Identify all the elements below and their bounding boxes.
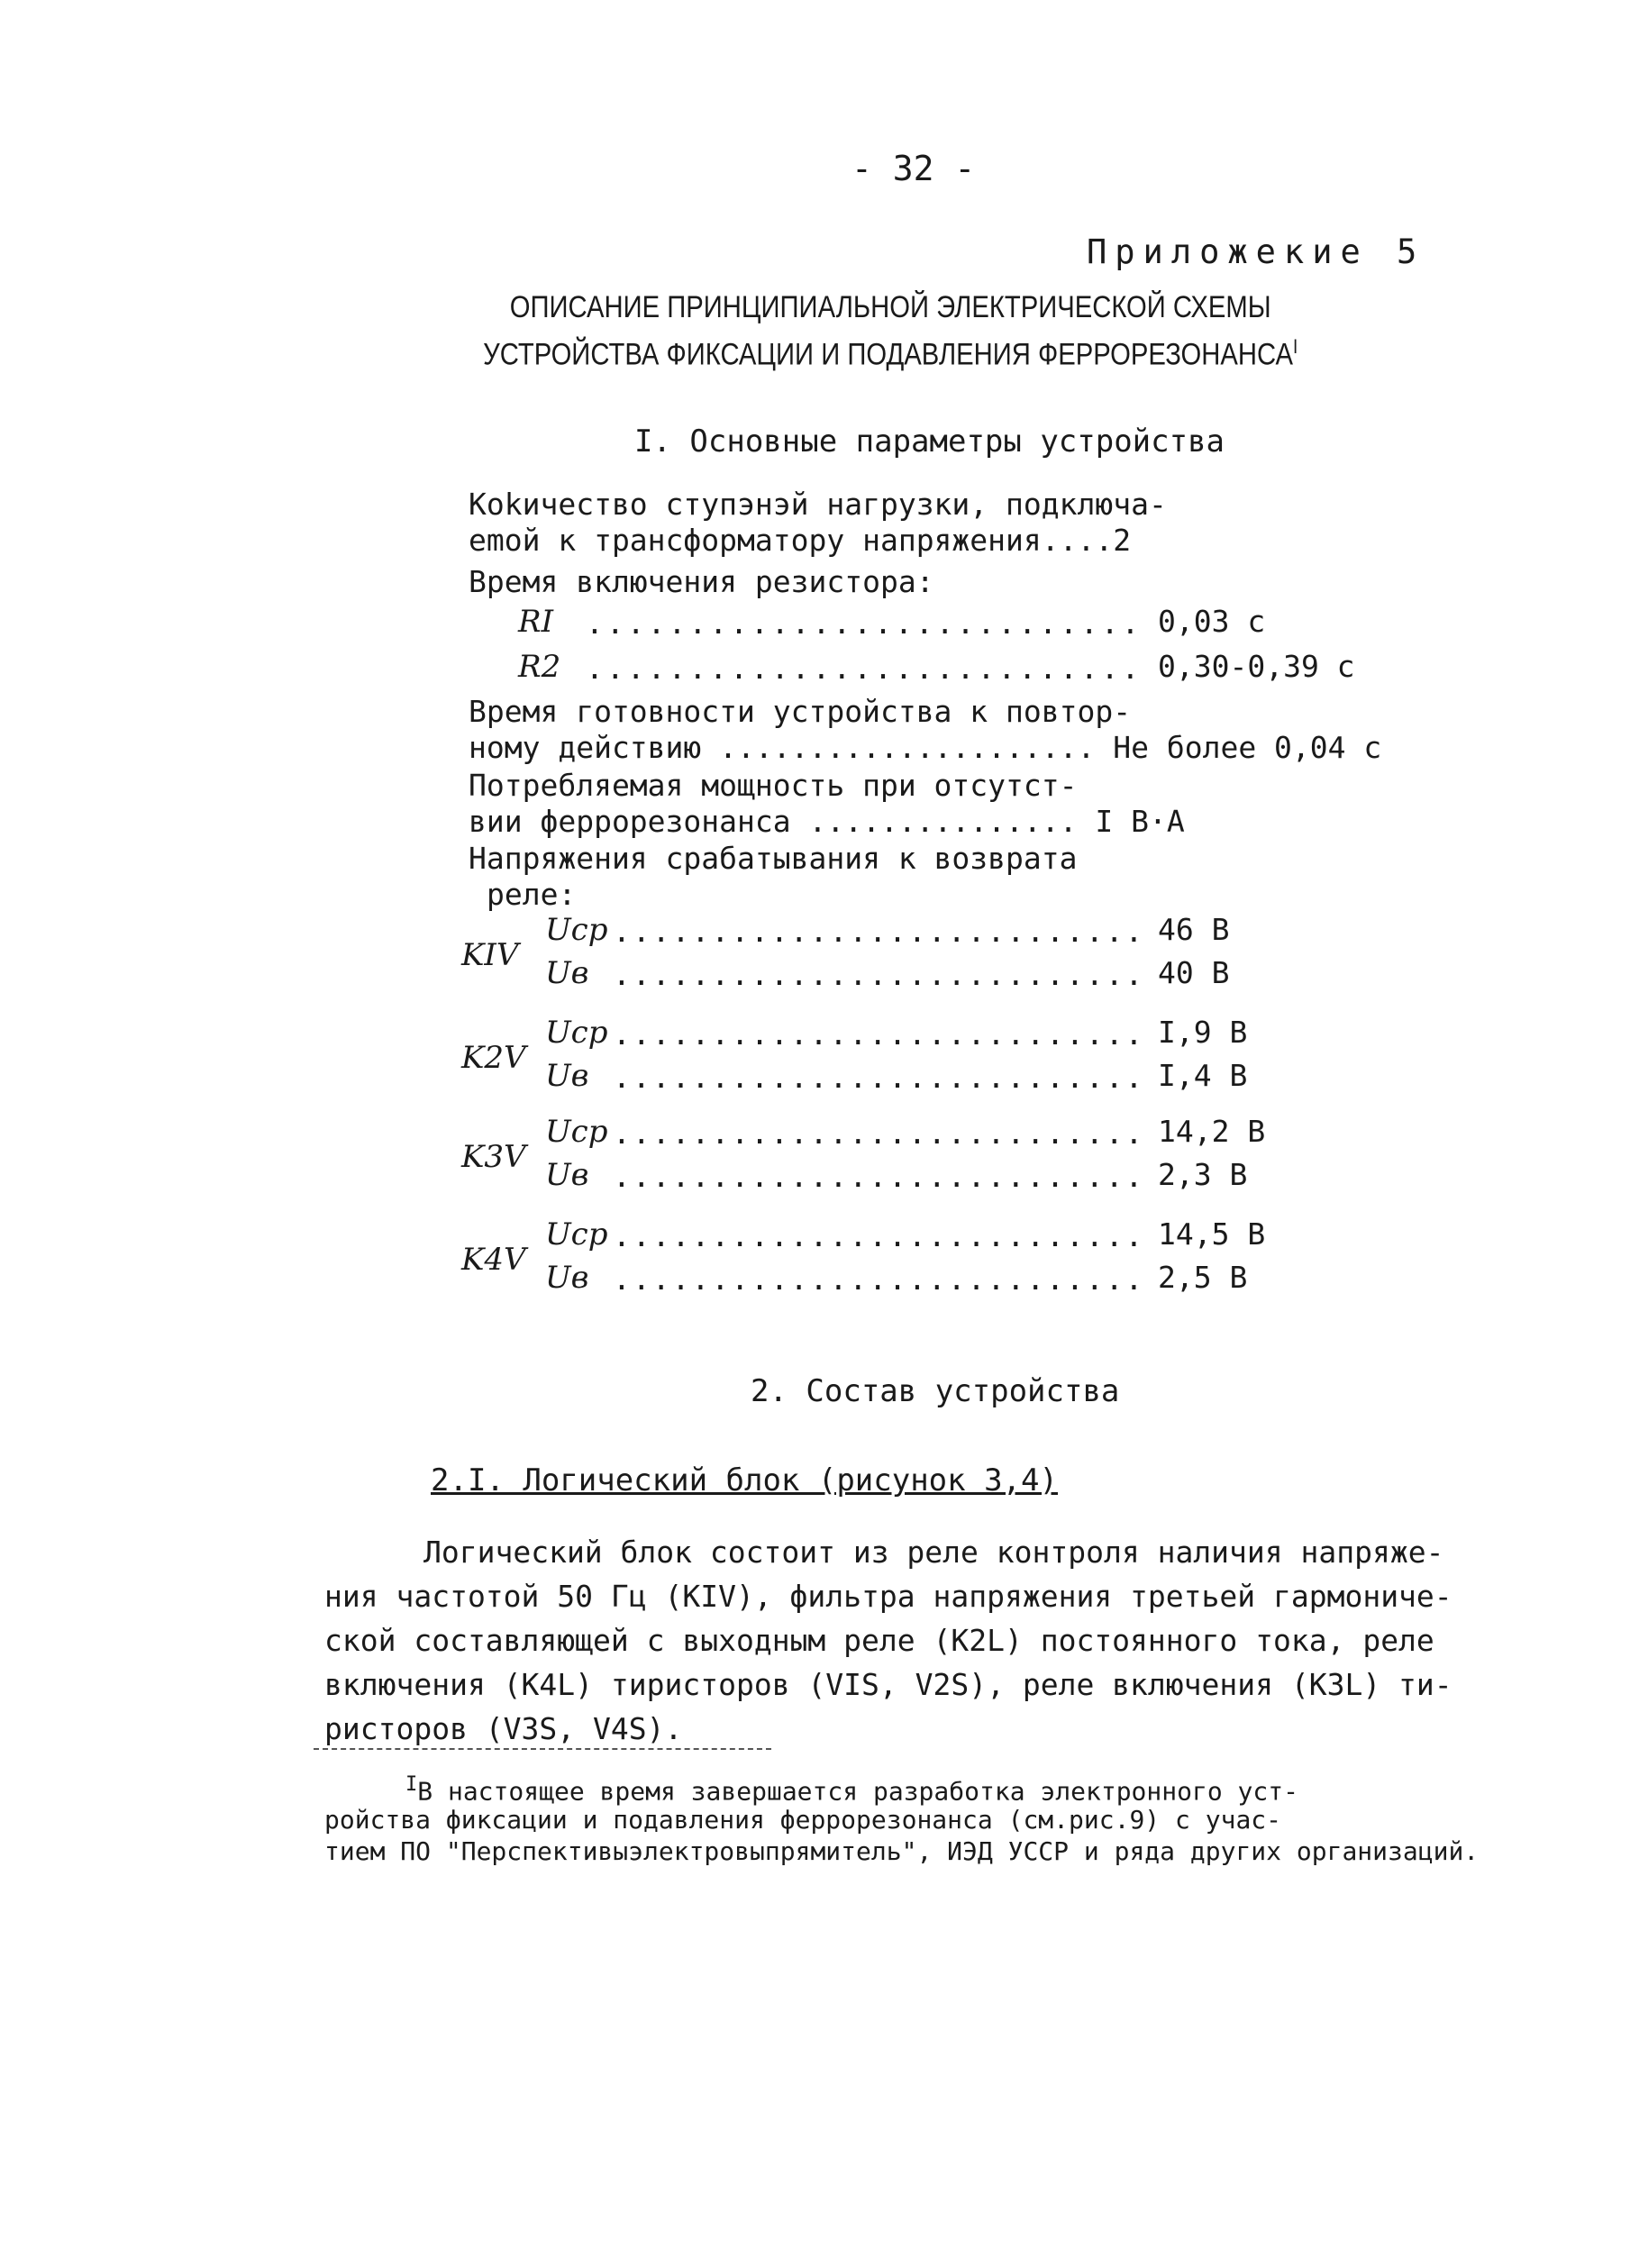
leader-dots: ........................... — [613, 1218, 1145, 1253]
document-title-line-2 — [120, 335, 1591, 372]
param-text-line — [469, 523, 1167, 559]
leader-dots: ........................... — [613, 957, 1145, 992]
relay-value: I,4 В — [1158, 1058, 1248, 1093]
paragraph-line: включения (K4L) тиристоров (VIS, V2S), реле включения (K3L) ти- — [324, 1667, 1452, 1702]
appendix-label: Приложекие 5 — [1087, 232, 1425, 271]
relay-quantity: Ucр — [545, 912, 608, 948]
leader-dots: ........................... — [613, 914, 1145, 949]
relay-group-label: K3V — [461, 1139, 526, 1175]
section-1-heading: I. Основные параметры устройства — [634, 424, 1225, 460]
subsection-2-1-heading: 2.I. Логический блок (рисунок 3,4) — [431, 1462, 1058, 1498]
param-resistor-time: Время включения резистора: — [469, 564, 934, 599]
param-text-line — [469, 804, 1185, 840]
resistor-value: 0,03 с — [1158, 604, 1266, 639]
paragraph-line: ристоров (V3S, V4S). — [324, 1711, 683, 1746]
relay-quantity: Uв — [545, 955, 589, 991]
footnote-divider — [314, 1748, 771, 1750]
param-load-stages — [469, 487, 1167, 558]
footnote-line: тием ПО "Перспективыэлектровыпрямитель", ИЭД УССР и ряда других организаций. — [324, 1836, 1480, 1866]
leader-dots: ........................... — [613, 1262, 1145, 1297]
relay-quantity: Uв — [545, 1058, 589, 1094]
param-value: I В·А — [1095, 803, 1185, 839]
relay-quantity: Uв — [545, 1260, 589, 1296]
relay-value: 46 В — [1158, 912, 1230, 947]
param-text-line: реле: — [487, 876, 577, 912]
title-line-1-text: ОПИСАНИЕ ПРИНЦИПИАЛЬНОЙ ЭЛЕКТРИЧЕСКОЙ СХЕМЫ — [509, 290, 1271, 324]
param-value: 2 — [1113, 522, 1132, 558]
relay-quantity: Ucр — [545, 1216, 608, 1252]
relay-quantity: Ucр — [545, 1015, 608, 1051]
relay-quantity: Uв — [545, 1157, 589, 1193]
resistor-row — [518, 604, 553, 640]
param-power — [469, 768, 1185, 839]
relay-group-label: K4V — [461, 1242, 526, 1278]
resistor-name: R2 — [518, 649, 561, 685]
title-line-2-text: УСТРОЙСТВА ФИКСАЦИИ И ПОДАВЛЕНИЯ ФЕРРОРЕЗОНАНСА — [483, 337, 1293, 372]
param-relay-voltages — [469, 841, 1078, 912]
param-text: emoй к трансформатору напряжения.... — [469, 522, 1114, 558]
document-title-line-1 — [120, 290, 1591, 325]
leader-dots: ........................... — [586, 606, 1143, 641]
relay-value: 14,2 В — [1158, 1114, 1266, 1149]
param-text: вии феррорезонанса ............... — [469, 803, 1078, 839]
resistor-value: 0,30-0,39 с — [1158, 649, 1355, 684]
relay-group-label: KIV — [461, 937, 519, 973]
param-text-line: Время готовности устройства к повтор- — [469, 694, 1132, 729]
resistor-row — [518, 649, 560, 685]
param-text: ному действию ..................... — [469, 729, 1096, 765]
leader-dots: ........................... — [613, 1116, 1145, 1151]
page-number: - 32 - — [851, 149, 976, 188]
resistor-name: RI — [518, 604, 554, 640]
relay-group-label: K2V — [461, 1040, 526, 1076]
param-text-line: Потребляемая мощность при отсутст- — [469, 768, 1078, 803]
footnote-line — [405, 1773, 1298, 1806]
footnote-mark: I — [405, 1773, 418, 1796]
relay-value: 2,3 В — [1158, 1157, 1248, 1192]
section-2-heading: 2. Состав устройства — [751, 1373, 1120, 1409]
title-footnote-mark: I — [1292, 335, 1298, 358]
relay-value: 2,5 В — [1158, 1260, 1248, 1295]
param-text-line — [469, 730, 1381, 766]
paragraph-line: Логический блок состоит из реле контроля наличия напряже- — [423, 1535, 1444, 1570]
paragraph-line: ния частотой 50 Гц (KIV), фильтра напряжения третьей гармониче- — [324, 1579, 1452, 1614]
leader-dots: ........................... — [586, 651, 1143, 686]
param-text-line: Коkичество ступэнэй нагрузки, подключа- — [469, 487, 1167, 522]
relay-value: 40 В — [1158, 955, 1230, 990]
footnote-text: В настоящее время завершается разработка электронного уст- — [417, 1776, 1298, 1807]
param-text-line: Напряжения срабатывания к возврата — [469, 841, 1078, 876]
param-readiness-time — [469, 694, 1381, 765]
relay-quantity: Ucр — [545, 1114, 608, 1150]
paragraph-line: ской составляющей с выходным реле (K2L) постоянного тока, реле — [324, 1623, 1434, 1658]
leader-dots: ........................... — [613, 1159, 1145, 1194]
param-value: Не более 0,04 с — [1113, 729, 1382, 765]
leader-dots: ........................... — [613, 1060, 1145, 1095]
relay-value: I,9 В — [1158, 1015, 1248, 1050]
leader-dots: ........................... — [613, 1016, 1145, 1052]
relay-value: 14,5 В — [1158, 1216, 1266, 1252]
footnote-line: ройства фиксации и подавления феррорезонанса (см.рис.9) с учас- — [324, 1805, 1282, 1835]
